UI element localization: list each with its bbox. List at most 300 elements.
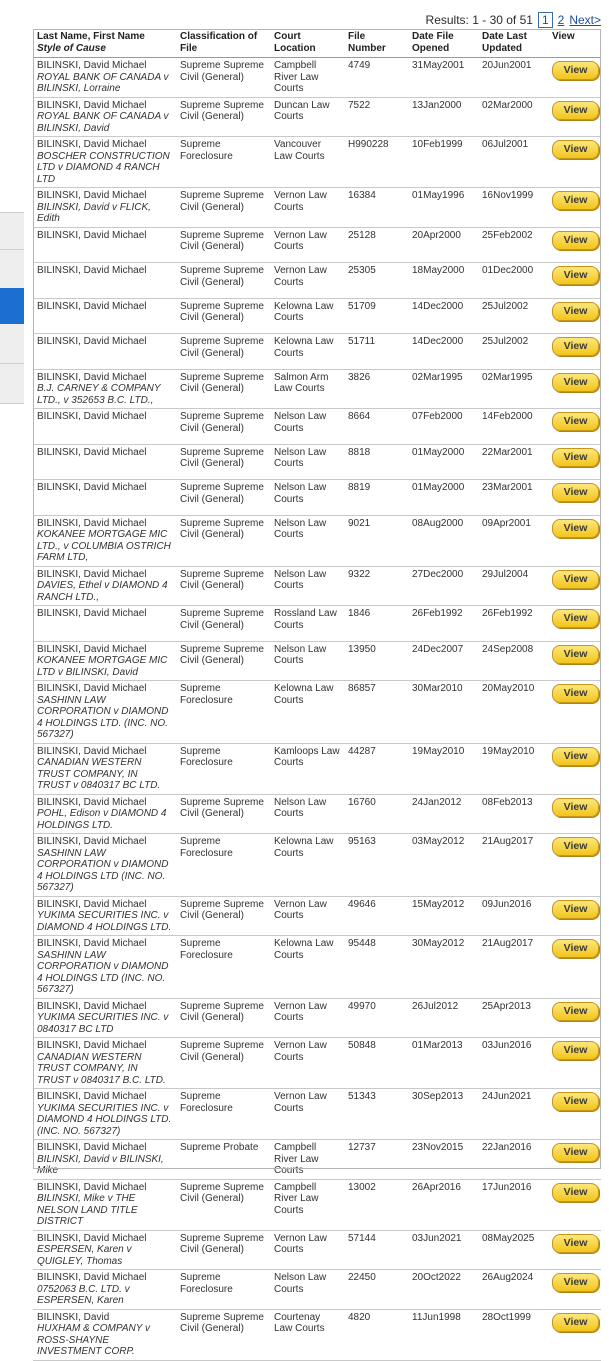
cell-classification: Supreme Supreme Civil (General) bbox=[176, 334, 270, 370]
table-row bbox=[33, 794, 601, 834]
cell-file-number: 95163 bbox=[344, 834, 408, 897]
party-name: BILINSKI, David Michael bbox=[37, 60, 147, 71]
cell-file-number: 95448 bbox=[344, 936, 408, 999]
cell-date-updated: 02Mar2000 bbox=[478, 97, 548, 137]
cell-file-number: 25305 bbox=[344, 263, 408, 299]
cell-party bbox=[33, 480, 176, 516]
party-name: BILINSKI, David Michael bbox=[37, 265, 147, 276]
cell-date-updated: 17Jun2016 bbox=[478, 1179, 548, 1230]
view-button[interactable]: View bbox=[552, 101, 599, 120]
view-button[interactable]: View bbox=[552, 412, 599, 431]
cell-file-number: 9322 bbox=[344, 566, 408, 606]
cell-view bbox=[548, 298, 601, 334]
cell-file-number: 12737 bbox=[344, 1140, 408, 1180]
table-row bbox=[33, 936, 601, 999]
cell-date-opened: 15May2012 bbox=[408, 896, 478, 936]
party-name: BILINSKI, David Michael bbox=[37, 745, 147, 757]
cell-view bbox=[548, 263, 601, 299]
cell-classification: Supreme Supreme Civil (General) bbox=[176, 58, 270, 98]
party-name: BILINSKI, David Michael bbox=[37, 796, 147, 808]
cell-court-location: Vernon Law Courts bbox=[270, 1089, 344, 1140]
next-page-link[interactable]: Next> bbox=[569, 13, 601, 27]
page-2-link[interactable]: 2 bbox=[557, 13, 565, 27]
cell-court-location: Nelson Law Courts bbox=[270, 515, 344, 566]
cell-file-number: 86857 bbox=[344, 681, 408, 744]
cell-court-location: Vernon Law Courts bbox=[270, 227, 344, 263]
party-name: BILINSKI, David Michael bbox=[37, 139, 147, 150]
view-button[interactable]: View bbox=[552, 337, 599, 356]
cell-party bbox=[33, 1140, 176, 1180]
cell-classification: Supreme Supreme Civil (General) bbox=[176, 896, 270, 936]
cell-view bbox=[548, 1089, 601, 1140]
cell-file-number: 49646 bbox=[344, 896, 408, 936]
cell-file-number: 8664 bbox=[344, 409, 408, 445]
cell-court-location: Rossland Law Courts bbox=[270, 606, 344, 642]
cell-party bbox=[33, 794, 176, 834]
col-header-file-number[interactable]: File Number bbox=[344, 29, 408, 58]
cell-classification: Supreme Supreme Civil (General) bbox=[176, 227, 270, 263]
cell-view bbox=[548, 834, 601, 897]
cell-classification: Supreme Supreme Civil (General) bbox=[176, 794, 270, 834]
cell-date-opened: 31May2001 bbox=[408, 58, 478, 98]
cell-party bbox=[33, 515, 176, 566]
view-button[interactable]: View bbox=[552, 900, 599, 919]
cell-court-location: Vernon Law Courts bbox=[270, 1230, 344, 1270]
cell-view bbox=[548, 409, 601, 445]
party-name: BILINSKI, David Michael bbox=[37, 898, 147, 910]
cell-court-location: Nelson Law Courts bbox=[270, 641, 344, 681]
style-of-cause: CANADIAN WESTERN TRUST COMPANY, IN TRUST v 0840317 BC LTD. bbox=[37, 757, 161, 791]
cell-view bbox=[548, 444, 601, 480]
cell-file-number: 51709 bbox=[344, 298, 408, 334]
cell-classification: Supreme Supreme Civil (General) bbox=[176, 480, 270, 516]
style-of-cause: SASHINN LAW CORPORATION v DIAMOND 4 HOLDINGS LTD (INC. NO. 567327) bbox=[37, 847, 169, 893]
cell-file-number: 51343 bbox=[344, 1089, 408, 1140]
cell-classification: Supreme Supreme Civil (General) bbox=[176, 641, 270, 681]
cell-classification: Supreme Supreme Civil (General) bbox=[176, 263, 270, 299]
style-of-cause: BILINSKI, David v BILINSKI, Mike bbox=[37, 1153, 164, 1176]
cell-court-location: Kelowna Law Courts bbox=[270, 298, 344, 334]
cell-date-updated: 09Apr2001 bbox=[478, 515, 548, 566]
table-row bbox=[33, 1309, 601, 1360]
results-count: Results: 1 - 30 of 51 bbox=[425, 13, 533, 27]
col-header-view: View bbox=[548, 29, 601, 58]
party-name: BILINSKI, David Michael bbox=[37, 1181, 147, 1193]
cell-classification: Supreme Foreclosure bbox=[176, 137, 270, 188]
cell-view bbox=[548, 137, 601, 188]
cell-file-number: 57144 bbox=[344, 1230, 408, 1270]
style-of-cause: ROYAL BANK OF CANADA v BILINSKI, David bbox=[37, 111, 169, 134]
table-row bbox=[33, 1038, 601, 1089]
table-row bbox=[33, 188, 601, 228]
cell-view bbox=[548, 681, 601, 744]
table-row bbox=[33, 1179, 601, 1230]
table-row bbox=[33, 480, 601, 516]
cell-file-number: 44287 bbox=[344, 743, 408, 794]
table-row bbox=[33, 641, 601, 681]
table-row bbox=[33, 681, 601, 744]
cell-date-updated: 21Aug2017 bbox=[478, 834, 548, 897]
view-button[interactable]: View bbox=[552, 519, 599, 538]
party-name: BILINSKI, David Michael bbox=[37, 517, 147, 529]
cell-court-location: Vancouver Law Courts bbox=[270, 137, 344, 188]
cell-date-updated: 28Oct1999 bbox=[478, 1309, 548, 1360]
cell-date-opened: 27Dec2000 bbox=[408, 566, 478, 606]
col-header-court[interactable]: Court Location bbox=[270, 29, 344, 58]
view-button[interactable]: View bbox=[552, 483, 599, 502]
cell-court-location: Duncan Law Courts bbox=[270, 97, 344, 137]
cell-date-opened: 03May2012 bbox=[408, 834, 478, 897]
view-button[interactable]: View bbox=[552, 747, 599, 766]
cell-file-number: 51711 bbox=[344, 334, 408, 370]
cell-date-opened: 01Mar2013 bbox=[408, 1038, 478, 1089]
cell-party bbox=[33, 334, 176, 370]
table-row bbox=[33, 298, 601, 334]
cell-date-opened: 11Jun1998 bbox=[408, 1309, 478, 1360]
cell-date-updated: 08Feb2013 bbox=[478, 794, 548, 834]
party-name: BILINSKI, David Michael bbox=[37, 371, 147, 383]
left-edge-accent bbox=[0, 288, 24, 324]
view-button[interactable]: View bbox=[552, 684, 599, 703]
view-button[interactable]: View bbox=[552, 1002, 599, 1021]
cell-date-updated: 24Sep2008 bbox=[478, 641, 548, 681]
cell-classification: Supreme Foreclosure bbox=[176, 834, 270, 897]
cell-classification: Supreme Supreme Civil (General) bbox=[176, 1179, 270, 1230]
cell-view bbox=[548, 896, 601, 936]
cell-view bbox=[548, 794, 601, 834]
cell-date-updated: 14Feb2000 bbox=[478, 409, 548, 445]
table-row bbox=[33, 515, 601, 566]
cell-date-opened: 30Mar2010 bbox=[408, 681, 478, 744]
view-button[interactable]: View bbox=[552, 302, 599, 321]
cell-court-location: Vernon Law Courts bbox=[270, 263, 344, 299]
cell-view bbox=[548, 369, 601, 409]
party-name: BILINSKI, David Michael bbox=[37, 1091, 147, 1102]
cell-party bbox=[33, 97, 176, 137]
cell-court-location: Nelson Law Courts bbox=[270, 409, 344, 445]
table-row bbox=[33, 97, 601, 137]
party-name: BILINSKI, David Michael bbox=[37, 336, 147, 347]
cell-date-updated: 08May2025 bbox=[478, 1230, 548, 1270]
table-row bbox=[33, 263, 601, 299]
col-header-style-label: Style of Cause bbox=[37, 42, 106, 54]
col-header-name[interactable] bbox=[33, 29, 176, 58]
style-of-cause: BOSCHER CONSTRUCTION LTD v DIAMOND 4 RANCH LTD bbox=[37, 150, 170, 185]
cell-classification: Supreme Supreme Civil (General) bbox=[176, 1038, 270, 1089]
view-button[interactable]: View bbox=[552, 231, 599, 250]
cell-party bbox=[33, 409, 176, 445]
cell-view bbox=[548, 743, 601, 794]
cell-date-updated: 25Jul2002 bbox=[478, 334, 548, 370]
cell-date-opened: 26Jul2012 bbox=[408, 998, 478, 1038]
table-row bbox=[33, 566, 601, 606]
cell-file-number: 4749 bbox=[344, 58, 408, 98]
col-header-classification[interactable]: Classification of File bbox=[176, 29, 270, 58]
cell-classification: Supreme Supreme Civil (General) bbox=[176, 1230, 270, 1270]
cell-file-number: H990228 bbox=[344, 137, 408, 188]
view-button[interactable]: View bbox=[552, 1273, 599, 1292]
cell-view bbox=[548, 1309, 601, 1360]
party-name: BILINSKI, David bbox=[37, 1311, 110, 1323]
style-of-cause: POHL, Edison v DIAMOND 4 HOLDINGS LTD. bbox=[37, 808, 167, 831]
style-of-cause: YUKIMA SECURITIES INC. v DIAMOND 4 HOLDINGS LTD. bbox=[37, 910, 172, 933]
cell-date-updated: 09Jun2016 bbox=[478, 896, 548, 936]
cell-view bbox=[548, 998, 601, 1038]
cell-classification: Supreme Supreme Civil (General) bbox=[176, 606, 270, 642]
cell-date-updated: 26Feb1992 bbox=[478, 606, 548, 642]
style-of-cause: 0752063 B.C. LTD. v ESPERSEN, Karen bbox=[37, 1283, 130, 1306]
cell-file-number: 3826 bbox=[344, 369, 408, 409]
cell-view bbox=[548, 1230, 601, 1270]
cell-party bbox=[33, 834, 176, 897]
col-header-updated[interactable]: Date Last Updated bbox=[478, 29, 548, 58]
view-button[interactable]: View bbox=[552, 570, 599, 589]
style-of-cause: BILINSKI, Mike v THE NELSON LAND TITLE DISTRICT bbox=[37, 1193, 138, 1227]
cell-view bbox=[548, 97, 601, 137]
cell-party bbox=[33, 743, 176, 794]
cell-date-opened: 01May2000 bbox=[408, 444, 478, 480]
cell-party bbox=[33, 298, 176, 334]
style-of-cause: SASHINN LAW CORPORATION v DIAMOND 4 HOLDINGS LTD (INC. NO. 567327) bbox=[37, 949, 169, 995]
view-button[interactable]: View bbox=[552, 798, 599, 817]
col-header-name-label: Last Name, First Name bbox=[37, 31, 145, 42]
style-of-cause: YUKIMA SECURITIES INC. v 0840317 BC LTD bbox=[37, 1012, 169, 1035]
cell-view bbox=[548, 566, 601, 606]
cell-court-location: Kamloops Law Courts bbox=[270, 743, 344, 794]
cell-classification: Supreme Supreme Civil (General) bbox=[176, 998, 270, 1038]
cell-file-number: 8819 bbox=[344, 480, 408, 516]
table-row bbox=[33, 334, 601, 370]
view-button[interactable]: View bbox=[552, 939, 599, 958]
cell-file-number: 13950 bbox=[344, 641, 408, 681]
party-name: BILINSKI, David Michael bbox=[37, 608, 147, 619]
party-name: BILINSKI, David Michael bbox=[37, 683, 147, 694]
cell-date-updated: 01Dec2000 bbox=[478, 263, 548, 299]
cell-date-updated: 20May2010 bbox=[478, 681, 548, 744]
cell-court-location: Campbell River Law Courts bbox=[270, 1179, 344, 1230]
cell-file-number: 50848 bbox=[344, 1038, 408, 1089]
cell-date-opened: 08Aug2000 bbox=[408, 515, 478, 566]
cell-date-opened: 07Feb2000 bbox=[408, 409, 478, 445]
table-row bbox=[33, 369, 601, 409]
cell-date-opened: 23Nov2015 bbox=[408, 1140, 478, 1180]
cell-court-location: Nelson Law Courts bbox=[270, 566, 344, 606]
cell-party bbox=[33, 58, 176, 98]
cell-court-location: Salmon Arm Law Courts bbox=[270, 369, 344, 409]
col-header-opened[interactable]: Date File Opened bbox=[408, 29, 478, 58]
view-button[interactable]: View bbox=[552, 61, 599, 80]
page-1-current[interactable]: 1 bbox=[538, 12, 553, 28]
view-button[interactable]: View bbox=[552, 373, 599, 392]
cell-classification: Supreme Supreme Civil (General) bbox=[176, 515, 270, 566]
cell-view bbox=[548, 936, 601, 999]
table-row bbox=[33, 137, 601, 188]
cell-file-number: 8818 bbox=[344, 444, 408, 480]
cell-date-opened: 01May1996 bbox=[408, 188, 478, 228]
view-button[interactable]: View bbox=[552, 1183, 599, 1202]
cell-classification: Supreme Supreme Civil (General) bbox=[176, 444, 270, 480]
view-button[interactable]: View bbox=[552, 1313, 599, 1332]
results-table bbox=[33, 29, 601, 1361]
party-name: BILINSKI, David Michael bbox=[37, 190, 147, 201]
cell-court-location: Nelson Law Courts bbox=[270, 444, 344, 480]
cell-date-updated: 19May2010 bbox=[478, 743, 548, 794]
cell-court-location: Vernon Law Courts bbox=[270, 1038, 344, 1089]
view-button[interactable]: View bbox=[552, 1143, 599, 1162]
cell-file-number: 16760 bbox=[344, 794, 408, 834]
cell-party bbox=[33, 566, 176, 606]
cell-party bbox=[33, 936, 176, 999]
party-name: BILINSKI, David Michael bbox=[37, 1040, 147, 1051]
cell-court-location: Vernon Law Courts bbox=[270, 896, 344, 936]
cell-file-number: 9021 bbox=[344, 515, 408, 566]
cell-date-updated: 03Jun2016 bbox=[478, 1038, 548, 1089]
cell-date-updated: 25Feb2002 bbox=[478, 227, 548, 263]
cell-party bbox=[33, 1038, 176, 1089]
cell-view bbox=[548, 1140, 601, 1180]
cell-date-updated: 22Jan2016 bbox=[478, 1140, 548, 1180]
view-button[interactable]: View bbox=[552, 1041, 599, 1060]
cell-party bbox=[33, 998, 176, 1038]
cell-date-updated: 20Jun2001 bbox=[478, 58, 548, 98]
cell-view bbox=[548, 227, 601, 263]
style-of-cause: B.J. CARNEY & COMPANY LTD., v 352653 B.C. LTD., bbox=[37, 383, 161, 406]
party-name: BILINSKI, David Michael bbox=[37, 482, 147, 493]
cell-file-number: 25128 bbox=[344, 227, 408, 263]
cell-party bbox=[33, 1089, 176, 1140]
left-edge-divider bbox=[0, 249, 24, 250]
table-row bbox=[33, 743, 601, 794]
table-row bbox=[33, 606, 601, 642]
cell-date-updated: 25Apr2013 bbox=[478, 998, 548, 1038]
cell-date-opened: 14Dec2000 bbox=[408, 334, 478, 370]
cell-view bbox=[548, 606, 601, 642]
style-of-cause: HUXHAM & COMPANY v ROSS-SHAYNE INVESTMENT CORP. bbox=[37, 1323, 150, 1357]
view-button[interactable]: View bbox=[552, 837, 599, 856]
view-button[interactable]: View bbox=[552, 609, 599, 628]
style-of-cause: DAVIES, Ethel v DIAMOND 4 RANCH LTD., bbox=[37, 580, 168, 603]
table-row bbox=[33, 1230, 601, 1270]
cell-court-location: Campbell River Law Courts bbox=[270, 58, 344, 98]
cell-classification: Supreme Foreclosure bbox=[176, 743, 270, 794]
table-row bbox=[33, 58, 601, 98]
style-of-cause: YUKIMA SECURITIES INC. v DIAMOND 4 HOLDINGS LTD. (INC. NO. 567327) bbox=[37, 1102, 172, 1137]
cell-party bbox=[33, 606, 176, 642]
cell-classification: Supreme Supreme Civil (General) bbox=[176, 188, 270, 228]
pagination bbox=[426, 12, 601, 28]
cell-classification: Supreme Supreme Civil (General) bbox=[176, 409, 270, 445]
cell-classification: Supreme Supreme Civil (General) bbox=[176, 97, 270, 137]
cell-date-opened: 03Jun2021 bbox=[408, 1230, 478, 1270]
cell-date-opened: 10Feb1999 bbox=[408, 137, 478, 188]
cell-date-opened: 13Jan2000 bbox=[408, 97, 478, 137]
view-button[interactable]: View bbox=[552, 140, 599, 159]
cell-court-location: Nelson Law Courts bbox=[270, 1270, 344, 1310]
party-name: BILINSKI, David Michael bbox=[37, 1272, 147, 1283]
party-name: BILINSKI, David Michael bbox=[37, 938, 147, 949]
cell-view bbox=[548, 58, 601, 98]
cell-view bbox=[548, 480, 601, 516]
party-name: BILINSKI, David Michael bbox=[37, 446, 147, 458]
left-edge-divider bbox=[0, 363, 24, 364]
cell-party bbox=[33, 444, 176, 480]
cell-court-location: Kelowna Law Courts bbox=[270, 334, 344, 370]
cell-date-opened: 19May2010 bbox=[408, 743, 478, 794]
cell-view bbox=[548, 1038, 601, 1089]
party-name: BILINSKI, David Michael bbox=[37, 229, 147, 241]
cell-court-location: Nelson Law Courts bbox=[270, 794, 344, 834]
cell-party bbox=[33, 263, 176, 299]
cell-date-opened: 26Apr2016 bbox=[408, 1179, 478, 1230]
table-row bbox=[33, 1089, 601, 1140]
view-button[interactable]: View bbox=[552, 645, 599, 664]
table-row bbox=[33, 998, 601, 1038]
table-row bbox=[33, 896, 601, 936]
cell-party bbox=[33, 369, 176, 409]
table-row bbox=[33, 1270, 601, 1310]
cell-view bbox=[548, 515, 601, 566]
view-button[interactable]: View bbox=[552, 1092, 599, 1111]
cell-file-number: 13002 bbox=[344, 1179, 408, 1230]
cell-classification: Supreme Supreme Civil (General) bbox=[176, 369, 270, 409]
cell-court-location: Kelowna Law Courts bbox=[270, 834, 344, 897]
cell-date-updated: 02Mar1995 bbox=[478, 369, 548, 409]
cell-classification: Supreme Probate bbox=[176, 1140, 270, 1180]
party-name: BILINSKI, David Michael bbox=[37, 411, 147, 422]
style-of-cause: ESPERSEN, Karen v QUIGLEY, Thomas bbox=[37, 1244, 132, 1267]
cell-file-number: 22450 bbox=[344, 1270, 408, 1310]
table-row bbox=[33, 444, 601, 480]
party-name: BILINSKI, David Michael bbox=[37, 1000, 147, 1012]
party-name: BILINSKI, David Michael bbox=[37, 643, 147, 655]
cell-file-number: 7522 bbox=[344, 97, 408, 137]
cell-court-location: Kelowna Law Courts bbox=[270, 936, 344, 999]
cell-date-opened: 26Feb1992 bbox=[408, 606, 478, 642]
cell-date-opened: 02Mar1995 bbox=[408, 369, 478, 409]
cell-view bbox=[548, 334, 601, 370]
party-name: BILINSKI, David Michael bbox=[37, 1232, 147, 1244]
cell-classification: Supreme Supreme Civil (General) bbox=[176, 1309, 270, 1360]
cell-date-updated: 16Nov1999 bbox=[478, 188, 548, 228]
view-button[interactable]: View bbox=[552, 266, 599, 285]
cell-date-opened: 01May2000 bbox=[408, 480, 478, 516]
party-name: BILINSKI, David Michael bbox=[37, 836, 147, 847]
cell-file-number: 16384 bbox=[344, 188, 408, 228]
cell-file-number: 4820 bbox=[344, 1309, 408, 1360]
cell-date-updated: 06Jul2001 bbox=[478, 137, 548, 188]
table-row bbox=[33, 409, 601, 445]
view-button[interactable]: View bbox=[552, 448, 599, 467]
cell-party bbox=[33, 1270, 176, 1310]
cell-party bbox=[33, 681, 176, 744]
view-button[interactable]: View bbox=[552, 1234, 599, 1253]
cell-date-updated: 22Mar2001 bbox=[478, 444, 548, 480]
cell-court-location: Kelowna Law Courts bbox=[270, 681, 344, 744]
view-button[interactable]: View bbox=[552, 191, 599, 210]
cell-date-updated: 23Mar2001 bbox=[478, 480, 548, 516]
cell-date-updated: 24Jun2021 bbox=[478, 1089, 548, 1140]
party-name: BILINSKI, David Michael bbox=[37, 99, 147, 111]
cell-classification: Supreme Foreclosure bbox=[176, 681, 270, 744]
results-body bbox=[33, 58, 601, 1361]
cell-court-location: Courtenay Law Courts bbox=[270, 1309, 344, 1360]
cell-date-updated: 21Aug2017 bbox=[478, 936, 548, 999]
party-name: BILINSKI, David Michael bbox=[37, 1142, 147, 1153]
cell-view bbox=[548, 1179, 601, 1230]
table-row bbox=[33, 227, 601, 263]
party-name: BILINSKI, David Michael bbox=[37, 568, 147, 580]
style-of-cause: SASHINN LAW CORPORATION v DIAMOND 4 HOLDINGS LTD. (INC. NO. 567327) bbox=[37, 694, 169, 740]
